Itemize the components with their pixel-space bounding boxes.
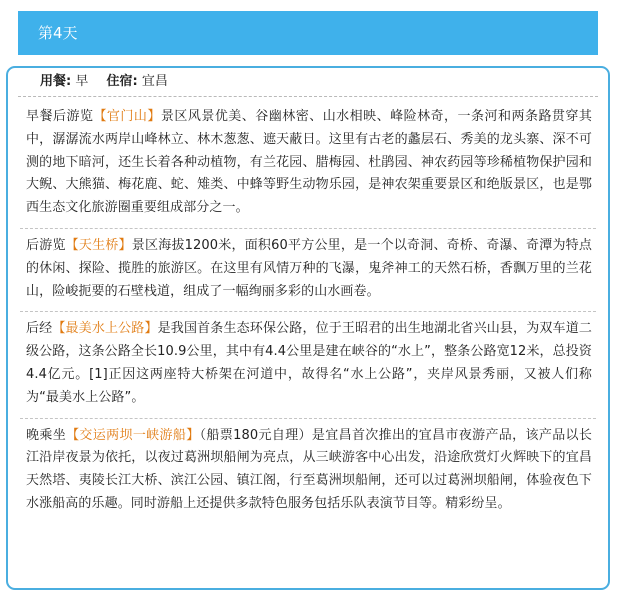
paragraph-text: 景区海拔1200米，面积60平方公里，是一个以奇洞、奇桥、奇瀑、奇潭为特点的休闲、探险、揽胜的旅游区。在这里有风情万种的飞瀑，鬼斧神工的天然石桥，香飘万里的兰花山，险峻扼要的石壁栈道，组成了一幅绚丽多彩的山水画卷。 [26,237,592,299]
itinerary-card [6,66,610,590]
meal-stay-row [18,68,598,97]
meal-value: 早 [75,74,89,89]
paragraph-text: 景区风景优美、谷幽林密、山水相映、峰险林奇，一条河和两条路贯穿其中，潺潺流水两岸山峰林立、林木葱葱、遮天蔽日。这里有古老的蠡层石、秀美的龙头寨、深不可测的地下暗河，还生长着各种动植物，有兰花园、腊梅园、杜鹃园、神农药园等珍稀植物保护园和大鲵、大熊猫、梅花鹿、蛇、雉类、中蜂等野生动物乐园，是神农架重要景区和绝版景区，也是鄂西生态文化旅游圈重要组成部分之一。 [26,109,592,216]
day-title: 第4天 [38,24,78,42]
meal-label: 用餐: [40,74,72,89]
attraction-link-tianshengqiao[interactable]: 【天生桥】 [65,237,132,253]
attraction-link-night-cruise[interactable]: 【交运两坝一峡游船】 [66,427,200,443]
paragraph-guanmenshan [20,97,596,229]
attraction-link-guanmenshan[interactable]: 【官门山】 [93,109,161,124]
stay-value: 宜昌 [141,74,168,89]
paragraph-night-cruise [20,419,596,524]
paragraph-tianshengqiao [20,229,596,312]
paragraph-prefix: 早餐后游览 [26,109,94,124]
paragraph-prefix: 后游览 [26,237,66,253]
paragraph-text: 是我国首条生态环保公路，位于王昭君的出生地湖北省兴山县，为双车道二级公路，这条公路全长10.9公里，其中有4.4公里是建在峡谷的“水上”，整条公路宽12米，总投资4.4亿元。[1]正因这两座特大桥架在河道中，故得名“水上公路”，夹岸风景秀丽，又被人们称为“最美水上公路”。 [26,321,592,405]
paragraph-water-road [20,312,596,418]
paragraph-text: （船票180元自理）是宜昌首次推出的宜昌市夜游产品，该产品以长江沿岸夜景为依托，以夜过葛洲坝船闸为亮点，从三峡游客中心出发，沿途欣赏灯火辉映下的宜昌天然塔、夷陵长江大桥、滨江公园、镇江阁，行至葛洲坝船闸，还可以过葛洲坝船闸，体验夜色下水涨船高的乐趣。同时游船上还提供多款特色服务包括乐队表演节目等。精彩纷呈。 [26,427,592,511]
attraction-link-water-road[interactable]: 【最美水上公路】 [52,321,158,337]
paragraph-prefix: 晚乘坐 [26,427,67,443]
stay-label: 住宿: [106,74,138,89]
paragraph-prefix: 后经 [26,321,53,337]
day-title-bar [18,11,598,55]
